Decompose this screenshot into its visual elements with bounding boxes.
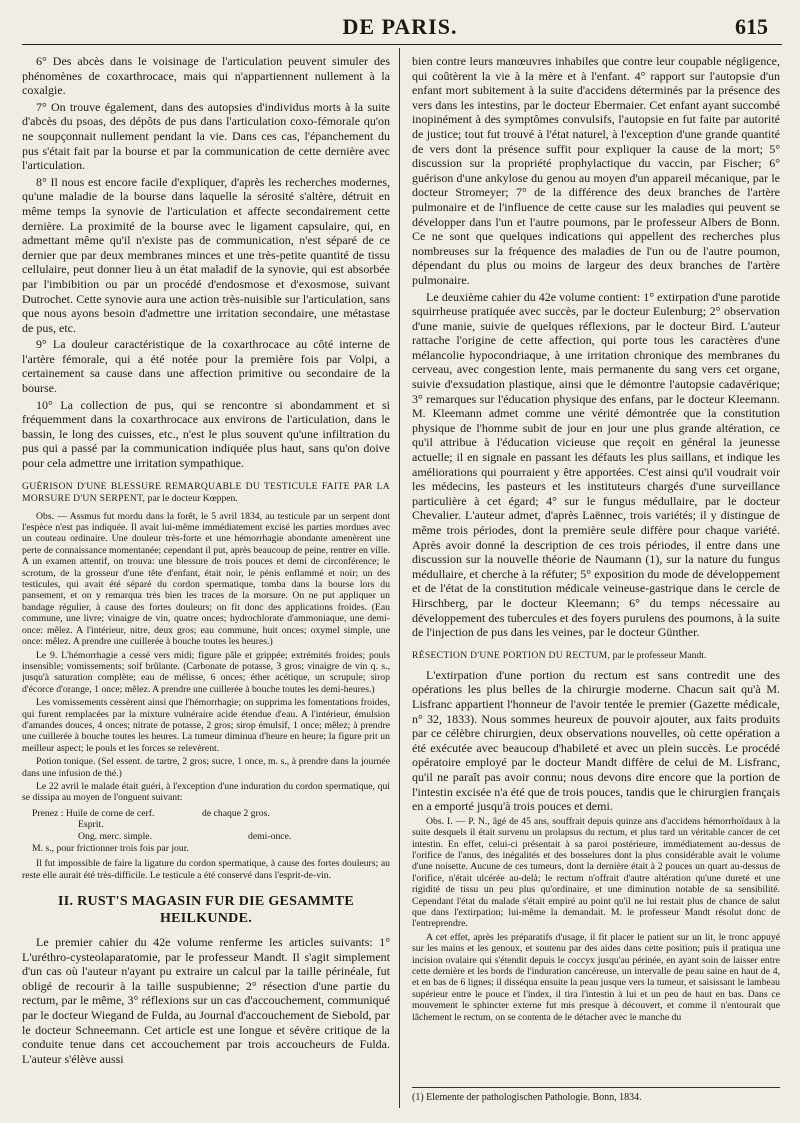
observation-paragraph: A cet effet, après les préparatifs d'usage, il fit placer le patient sur un lit, le tronc appuyé sur les mains et les genoux, et soutenu par des aides dans cette position; puis il pratiqua une incision ovalaire qui s'étendit depuis le coccyx jusqu'au périnée, en ayant soin de laisser entre cette dernière et les bords de l'induration cancéreuse, un intervalle de peau saine en haut de 4, et en bas de 6 lignes; il disséqua ensuite la peau jusque vers la tumeur, et saisissant le lambeau supérieur entre le pouce et l'index, il tira l'intestin à lui et un peu de haut en bas. Dans ce mouvement le sphincter externe fut mis presque à découvert, et comme il n'entourait que lâchement le rectum, on se contenta de le détacher avec le manche du	[412, 931, 780, 1023]
prescription-line: Ong. merc. simple.	[78, 830, 152, 842]
paragraph: 7° On trouve également, dans des autopsies d'individus morts à la suite d'abcès du psoas, des dépôts de pus dans l'articulation coxo-fémorale qu'on ne soupçonnait nullement pendant la vie. Dans ces cas, l'épanchement du pus s'était fait par la bourse et par la communication de cette dernière avec l'articulation.	[22, 99, 390, 173]
observation-paragraph: Il fut impossible de faire la ligature du cordon spermatique, à cause des fortes douleurs; au reste elle aurait été très-difficile. Le testicule a été conservé dans l'esprit-de-vin.	[22, 858, 390, 881]
page-header	[0, 14, 800, 42]
prescription-line: Prenez : Huile de corne de cerf.	[32, 807, 155, 819]
running-title: DE PARIS.	[342, 14, 458, 39]
prescription-line: M. s., pour frictionner trois fois par jour.	[32, 842, 189, 854]
observation-paragraph: Obs. — Assmus fut mordu dans la forêt, le 5 avril 1834, au testicule par un serpent dont l'espèce n'est pas indiquée. Il avait lui-même immédiatement excisé les parties mordues avec un couteau ordinaire. Une douleur très-forte et une hémorrhagie abondante amenèrent une perte de connaissance momentanée; cependant il put, après beaucoup de peine, rentrer en ville. A un examen attentif, on trouva: une blessure de trois pouces et demi de circonférence; le scrotum, de la grosseur d'une tête d'enfant, était noir, le pénis enflammé et noir; un des testicules, qui avait été séparé du cordon spermatique, tomba dans la bourse lors du pansement, et on y remarqua très bien les traces de la morsure. On ne put appliquer un bandage régulier, à cause des fortes douleurs; on fit donc des applications froides. (Eau commune, une livre; vinaigre de vin, quatre onces; hydrochlorate d'ammoniaque, une demi-once: mêlez. A l'intérieur, nitre, deux gros; eau commune, huit onces; oxymel simple, une once: mêlez. A prendre une cuillerée à bouche toutes les heures.)	[22, 510, 390, 648]
paragraph: L'extirpation d'une portion du rectum est sans contredit une des opérations les plus belles de la chirurgie moderne. Chacun sait qu'à M. Lisfranc appartient l'honneur de l'avoir tentée le premier (Gazette médicale, n° 32, 1833). Nous sommes heureux de pouvoir ajouter, aux faits produits par ce célèbre chirurgien, deux observations nouvelles, où cette opération a été exécutée avec beaucoup d'habileté et avec un plein succès. Le procédé opératoire employé par le docteur Mandt diffère de celui de M. Lisfranc, qu'il ne paraît pas avoir connu; nous devons dire encore que la portion de l'intestin excisée n'a été que de trois pouces, tandis que le chirurgien français en a emporté jusqu'à trois pouces et demi.	[412, 667, 780, 814]
paragraph: bien contre leurs manœuvres inhabiles que contre leur coupable négligence, qui coûtèrent la vie à la mère et à l'enfant. 4° rapport sur l'autopsie d'un enfant mort subitement à la suite d'accidens déterminés par la présence des vers dans les intestins, par le docteur Ebermaier. Cet enfant ayant succombé inopinément à des symptômes convulsifs, l'autopsie en fut faite par autorité de justice; tout fut trouvé à l'état naturel, à l'exception d'une grande quantité de vers dont la présence suffit pour expliquer la cause de la mort; 5° discussion sur la propriété prophylactique du vaccin, par Fischer; 6° guérison d'une ankylose du genou au moyen d'un appareil mécanique, par le docteur Stromeyer; 7° de la différence des deux branches de l'artère pulmonaire et de l'influence de cette cause sur les maladies qui peuvent se développer dans l'un et l'autre poumons, par le professeur Albers de Bonn. Ce ne sont que quelques indications qui appellent des recherches plus nombreuses sur la fréquence des maladies de l'un ou de l'autre poumon, dépendant du plus ou moins de largeur des deux branches de l'artère pulmonaire.	[412, 54, 780, 287]
right-column	[412, 54, 780, 1106]
left-column	[22, 54, 390, 1106]
paragraph: 10° La collection de pus, qui se rencontre si abondamment et si fréquemment dans la coxarthrocace aux environs de l'articulation, dans le bassin, le long des cuisses, etc., n'est le plus souvent qu'une infiltration du pus qui a passé par la communication indiquée plus haut, sans qu'on doive pour cela admettre une irritation sympathique.	[22, 397, 390, 471]
observation-paragraph: Obs. I. — P. N., âgé de 45 ans, souffrait depuis quinze ans d'accidens hémorrhoïdaux à la suite desquels il était survenu un prolapsus du rectum, et plus tard un véritable cancer de cet intestin. En effet, celui-ci présentait à sa paroi postérieure, immédiatement au-dessus de l'orifice de l'anus, des inégalités et des bosselures dont la plus considérable avait le volume d'une noisette. Aucune de ces tumeurs, dont la dernière était à 2 pouces un quart au-dessus de l'orifice, n'était ulcérée au-delà; le rectum n'offrait d'autre altération qu'une dureté et une rigidité de tissu un peu plus qu'ordinaire, et une diminution notable de sa sensibilité. Cependant l'état du malade s'était empiré au point qu'il ne lui restait plus de chance de salut que dans l'extirpation; lui-même la demandait. M. le professeur Mandt résolut donc de l'entreprendre.	[412, 815, 780, 930]
paragraph: 8° Il nous est encore facile d'expliquer, d'après les recherches modernes, qu'une maladie de la bourse dans laquelle la sérosité s'altère, détruit en même temps la synovie de l'articulation et affecte secondairement cette dernière. La proximité de la bourse avec le ligament capsulaire, qui, en admettant même qu'il n'existe pas de communication, n'est séparé de ce dernier que par deux membranes minces et une très-petite quantité de tissu cellulaire, peut donner lieu à un état maladif de la synovie, qui est absorbée par l'imbibition ou par un procédé d'endosmose et d'exosmose, suivant Dutrochet. Cette synovie aura une action très-nuisible sur l'articulation, sans que nous ayons besoin d'admettre une irritation secondaire, une métastase de pus, etc.	[22, 174, 390, 335]
observation-paragraph: Les vomissements cessèrent ainsi que l'hémorrhagie; on supprima les fomentations froides, qui furent remplacées par la mixture vulnéraire acide étendue d'eau. A l'intérieur, émulsion d'amandes douces, 4 onces; nitrate de potasse, 2 gros; sirop émulsif, 1 once; mêlez; à prendre une cuillerée à bouche toutes les heures. La tumeur diminua d'heure en heure; la figure prit un meilleur aspect; le pouls et les forces se relevèrent.	[22, 697, 390, 754]
observation-paragraph: Potion tonique. (Sel essent. de tartre, 2 gros; sucre, 1 once, m. s., à prendre dans la journée dans une infusion de thé.)	[22, 756, 390, 779]
prescription-dose: demi-once.	[248, 830, 292, 842]
prescription-dose: de chaque 2 gros.	[202, 807, 270, 819]
footnote: (1) Elemente der pathologischen Pathologie. Bonn, 1834.	[412, 1087, 780, 1103]
prescription-line: Esprit.	[78, 819, 104, 831]
observation-paragraph: Le 22 avril le malade était guéri, à l'exception d'une induration du cordon spermatique, qui se dissipa au moyen de l'onguent suivant:	[22, 780, 390, 804]
paragraph: 6° Des abcès dans le voisinage de l'articulation peuvent simuler des phénomènes de coxarthrocace, mais qui n'appartiennent nullement à la coxalgie.	[22, 54, 390, 98]
section-heading	[22, 481, 390, 505]
section-title: II. RUST'S MAGASIN FUR DIE GESAMMTE HEILKUNDE.	[58, 893, 354, 926]
prescription	[32, 808, 390, 854]
page-number: 615	[735, 14, 768, 39]
header-rule	[22, 44, 782, 45]
observation-paragraph: Le 9. L'hémorrhagie a cessé vers midi; figure pâle et grippée; extrémités froides; pouls insensible; vomissements; soif brûlante. (Carbonate de potasse, 3 gros; vinaigre de vin q. s., jusqu'à saturation complète; eau de mélisse, 6 onces; éther acétique, un scrupule; sirop d'écorce d'orange, 1 once; mêlez. A prendre une cuillerée à bouche toutes les demi-heures.)	[22, 649, 390, 695]
section-heading-caps: RÉSECTION D'UNE PORTION DU RECTUM,	[412, 649, 611, 661]
section-heading	[412, 650, 780, 662]
section-heading-caps: GUÉRISON D'UNE BLESSURE REMARQUABLE DU TESTICULE FAITE PAR LA MORSURE D'UN SERPENT,	[22, 480, 390, 504]
paragraph: Le premier cahier du 42e volume renferme les articles suivants: 1° L'uréthro-cysteolaparatomie, par le professeur Mandt. Il s'agit simplement d'un cas où l'auteur n'ayant pu extraire un calcul par la taille périnéale, fut obligé de recourir à la taille suspubienne; 2° résection d'une partie du rectum, par le même, 3° réflexions sur un cas d'accouchement, communiqué par le docteur Wiegand de Fulda, au Journal d'accouchement de Siebold, par le docteur Schneemann. Cet article est une longue et sévère critique de la conduite tenue dans cet accouchement par trois accoucheurs de Fulda. L'auteur s'élève aussi	[22, 934, 390, 1066]
section-heading-author: par le docteur Kœppen.	[145, 492, 238, 504]
paragraph: 9° La douleur caractéristique de la coxarthrocace au côté interne de l'artère fémorale, qui a été notée pour la première fois par Volpi, a certainement sa cause dans une affection primitive ou secondaire de la bourse.	[22, 337, 390, 396]
section-heading-author: par le professeur Mandt.	[610, 649, 707, 661]
column-separator	[399, 48, 400, 1108]
paragraph: Le deuxième cahier du 42e volume contient: 1° extirpation d'une parotide squirrheuse pratiquée avec succès, par le docteur Eulenburg; 2° observation d'une manie, suivie de quelques réflexions, par le docteur Bird. L'auteur rattache l'origine de cette affection, qui porte tous les caractères d'une mélancolie hypocondriaque, à une irritation chronique des membranes du cerveau, avec congestion lente, mais permanente du sang vers cet organe, suivie d'exsudation plastique, ainsi que le démontre l'autopsie cadavérique; 3° remarques sur l'éducation physique des enfans, par le docteur Kleemann. M. Kleemann admet comme une vérité démontrée que la constitution physique de l'homme subit de jour en jour une plus grande altération, ce qu'il attribue à l'éducation vicieuse que reçoit en général la jeunesse actuelle; il en signale en passant les défauts les plus saillans, et indique les améliorations qui pourraient y être apportées. C'est ainsi qu'il voudrait voir les médecins, les pasteurs et les instituteurs chargés d'une surveillance particulière à cet égard; 4° sur le fungus médullaire, par le docteur Chevalier. L'auteur admet, d'après Laënnec, trois variétés; il y distingue de même trois périodes, dont la première seule diffère pour chaque variété. Après avoir donné la description de ces trois périodes, il entre dans une discussion sur la nouvelle théorie de Naumann (1), sur la nature du fungus médullaire, et cherche à la réfuter; 5° exposition du mode de développement et de l'état de la constitution médicale veineuse-gastrique dans le cercle de Hirschberg, par le docteur Kleemann; 6° du temps nécessaire au développement des tubercules et des foyers purulens des poumons, à la suite de l'injection de pus dans les veines, par le docteur Günther.	[412, 289, 780, 640]
